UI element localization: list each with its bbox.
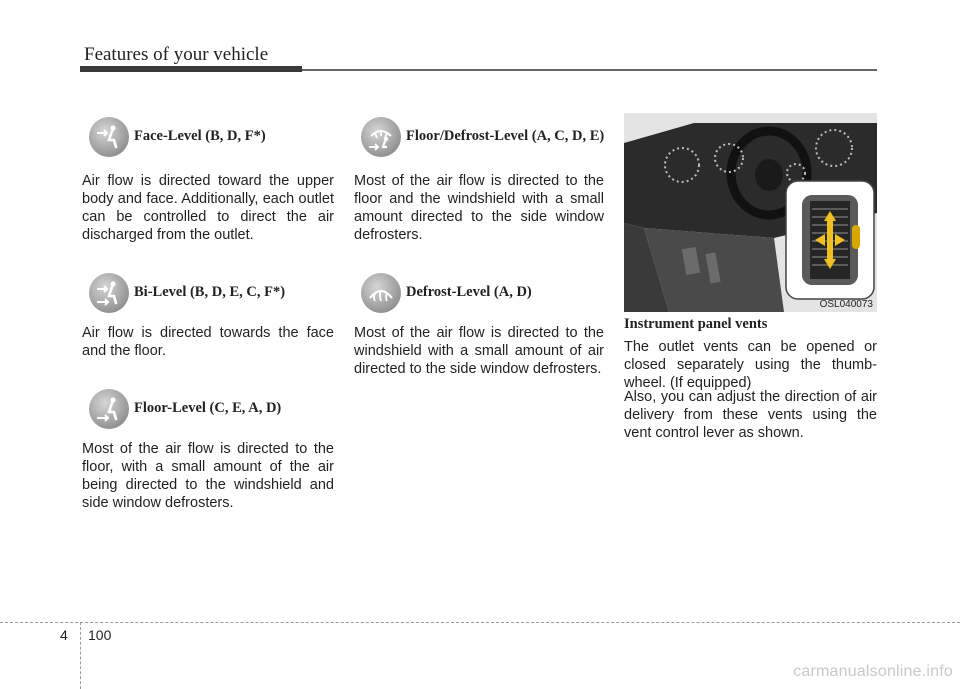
mode-description: Most of the air flow is directed to the floor, with a small amount of the air being directed to the windshield and side window defrosters.	[82, 441, 334, 511]
mode-description: Air flow is directed toward the upper body and face. Additionally, each outlet can be controlled to direct the air discharged from the outlet.	[82, 173, 334, 243]
mode-description: Most of the air flow is directed to the windshield with a small amount of air directed to the side window defrosters.	[354, 325, 604, 377]
dashboard-illustration	[624, 113, 877, 312]
figure-code: OSL040073	[819, 299, 873, 310]
mode-title: Floor-Level (C, E, A, D)	[134, 400, 282, 416]
floor-level-icon	[88, 388, 130, 430]
mode-description: Air flow is directed towards the face and the floor.	[82, 325, 334, 359]
mode-description: Most of the air flow is directed to the floor and the windshield with a small amount directed to the side window defrosters.	[354, 173, 604, 243]
instrument-panel-paragraph-1: The outlet vents can be opened or closed separately using the thumb-wheel. (If equipped)	[624, 339, 877, 391]
header-rule-dark	[80, 66, 302, 72]
bi-level-icon	[88, 272, 130, 314]
mode-title: Bi-Level (B, D, E, C, F*)	[134, 284, 286, 300]
header-rule-light	[302, 69, 877, 71]
instrument-panel-vents-illustration	[624, 113, 877, 312]
mode-bi-level	[82, 272, 334, 360]
defrost-level-icon	[360, 272, 402, 314]
page-number: 100	[88, 627, 112, 643]
mode-defrost-level	[354, 272, 604, 378]
instrument-panel-paragraph-2: Also, you can adjust the direction of air delivery from these vents using the vent control lever as shown.	[624, 389, 877, 441]
mode-title: Floor/Defrost-Level (A, C, D, E)	[406, 128, 605, 144]
footer-divider	[0, 622, 960, 623]
mode-face-level	[82, 116, 334, 244]
mode-title: Defrost-Level (A, D)	[406, 284, 532, 300]
mode-floor-level	[82, 388, 334, 512]
instrument-panel-title: Instrument panel vents	[624, 316, 768, 332]
footer-vertical-divider	[80, 622, 81, 689]
face-level-icon	[88, 116, 130, 158]
watermark: carmanualsonline.info	[793, 663, 953, 680]
chapter-number: 4	[60, 627, 68, 643]
mode-title: Face-Level (B, D, F*)	[134, 128, 266, 144]
mode-floor-defrost-level	[354, 116, 604, 244]
page-header-title: Features of your vehicle	[84, 44, 269, 65]
floor-defrost-level-icon	[360, 116, 402, 158]
